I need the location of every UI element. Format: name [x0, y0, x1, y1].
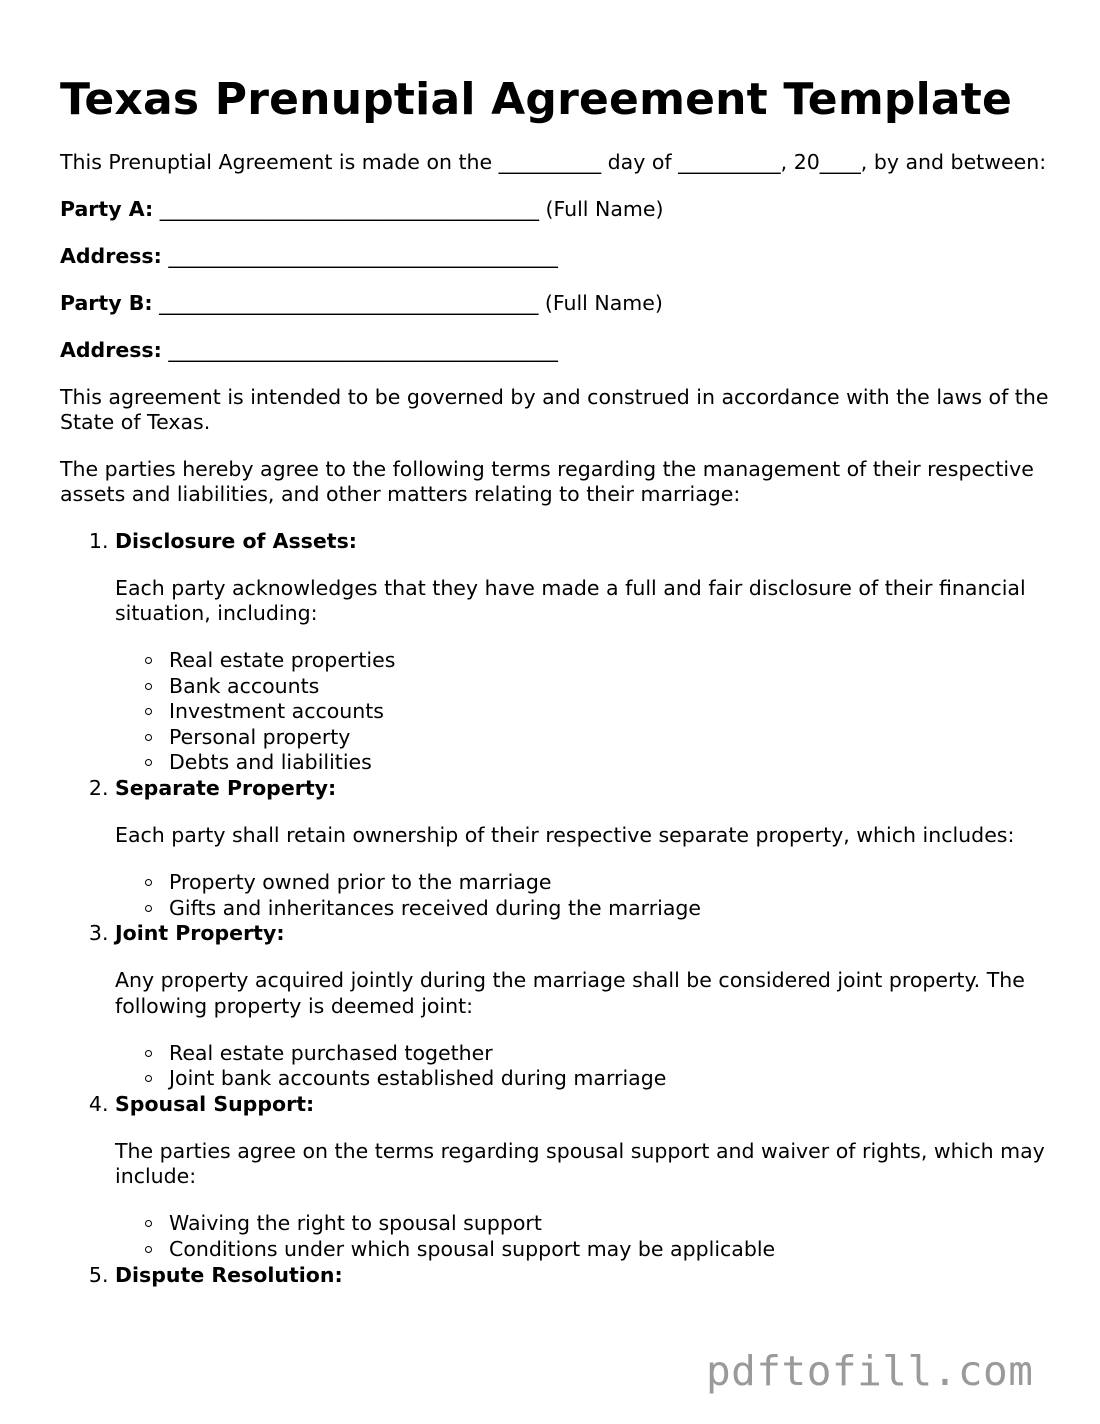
section-title: 3. Joint Property:: [115, 921, 285, 946]
list-item: Bank accounts: [169, 674, 1050, 700]
section-dispute-resolution: [115, 1263, 1050, 1289]
circle-bullet-icon: [145, 1246, 152, 1253]
party-b-blank: _____________________________________ (Full Name): [152, 290, 663, 315]
list-item: Property owned prior to the marriage: [169, 870, 1050, 896]
circle-bullet-icon: [145, 1050, 152, 1057]
section-items: [115, 1211, 1050, 1262]
party-a-address-label: Address:: [60, 243, 162, 268]
watermark: pdftofill.com: [706, 1347, 1034, 1395]
circle-bullet-icon: [145, 1075, 152, 1082]
circle-bullet-icon: [145, 759, 152, 766]
section-disclosure-of-assets: [115, 529, 1050, 776]
party-b-address-blank: ______________________________________: [161, 337, 558, 362]
intro-paragraph: This Prenuptial Agreement is made on the __________ day of __________, 20____, by and between:: [60, 150, 1047, 174]
section-text: The parties agree on the terms regarding spousal support and waiver of rights, which may include:: [115, 1138, 1045, 1189]
list-item: Debts and liabilities: [169, 750, 1050, 776]
circle-bullet-icon: [145, 905, 152, 912]
section-spousal-support: [115, 1092, 1050, 1263]
party-b-label: Party B:: [60, 290, 153, 315]
list-item: Conditions under which spousal support may be applicable: [169, 1237, 1050, 1263]
list-item: Investment accounts: [169, 699, 1050, 725]
sections-list: [60, 529, 1050, 1289]
section-items: [115, 648, 1050, 776]
section-items: [115, 1041, 1050, 1092]
circle-bullet-icon: [145, 683, 152, 690]
party-b-address-label: Address:: [60, 337, 162, 362]
list-item: Personal property: [169, 725, 1050, 751]
section-items: [115, 870, 1050, 921]
document-page: [60, 70, 1050, 1310]
list-item: Gifts and inheritances received during the marriage: [169, 896, 1050, 922]
section-title: 5. Dispute Resolution:: [115, 1262, 343, 1287]
section-text: Any property acquired jointly during the marriage shall be considered joint property. The following property is deemed joint:: [115, 968, 1025, 1018]
section-title: 1. Disclosure of Assets:: [115, 528, 357, 553]
circle-bullet-icon: [145, 708, 152, 715]
party-a-address-field: [60, 244, 1050, 270]
circle-bullet-icon: [145, 1220, 152, 1227]
section-text: Each party acknowledges that they have made a full and fair disclosure of their financial situation, including:: [115, 575, 1026, 625]
section-title: 4. Spousal Support:: [115, 1091, 315, 1116]
terms-intro-paragraph: The parties hereby agree to the following terms regarding the management of their respective assets and liabilities, and other matters relating to their marriage:: [60, 456, 1034, 506]
list-item: Waiving the right to spousal support: [169, 1211, 1050, 1237]
party-a-blank: _____________________________________ (Full Name): [153, 196, 664, 221]
party-b-address-field: [60, 338, 1050, 364]
circle-bullet-icon: [145, 657, 152, 664]
section-separate-property: [115, 776, 1050, 921]
circle-bullet-icon: [145, 879, 152, 886]
list-item: Joint bank accounts established during marriage: [169, 1066, 1050, 1092]
circle-bullet-icon: [145, 734, 152, 741]
list-item: Real estate properties: [169, 648, 1050, 674]
party-a-field: [60, 197, 1050, 223]
document-title: Texas Prenuptial Agreement Template: [60, 74, 1013, 125]
section-title: 2. Separate Property:: [115, 775, 337, 800]
governing-law-paragraph: This agreement is intended to be governed by and construed in accordance with the laws of the State of Texas.: [60, 384, 1049, 434]
party-b-field: [60, 291, 1050, 317]
section-text: Each party shall retain ownership of their respective separate property, which includes:: [115, 822, 1015, 847]
list-item: Real estate purchased together: [169, 1041, 1050, 1067]
party-a-address-blank: ______________________________________: [161, 243, 558, 268]
section-joint-property: [115, 921, 1050, 1092]
party-a-label: Party A:: [60, 196, 154, 221]
